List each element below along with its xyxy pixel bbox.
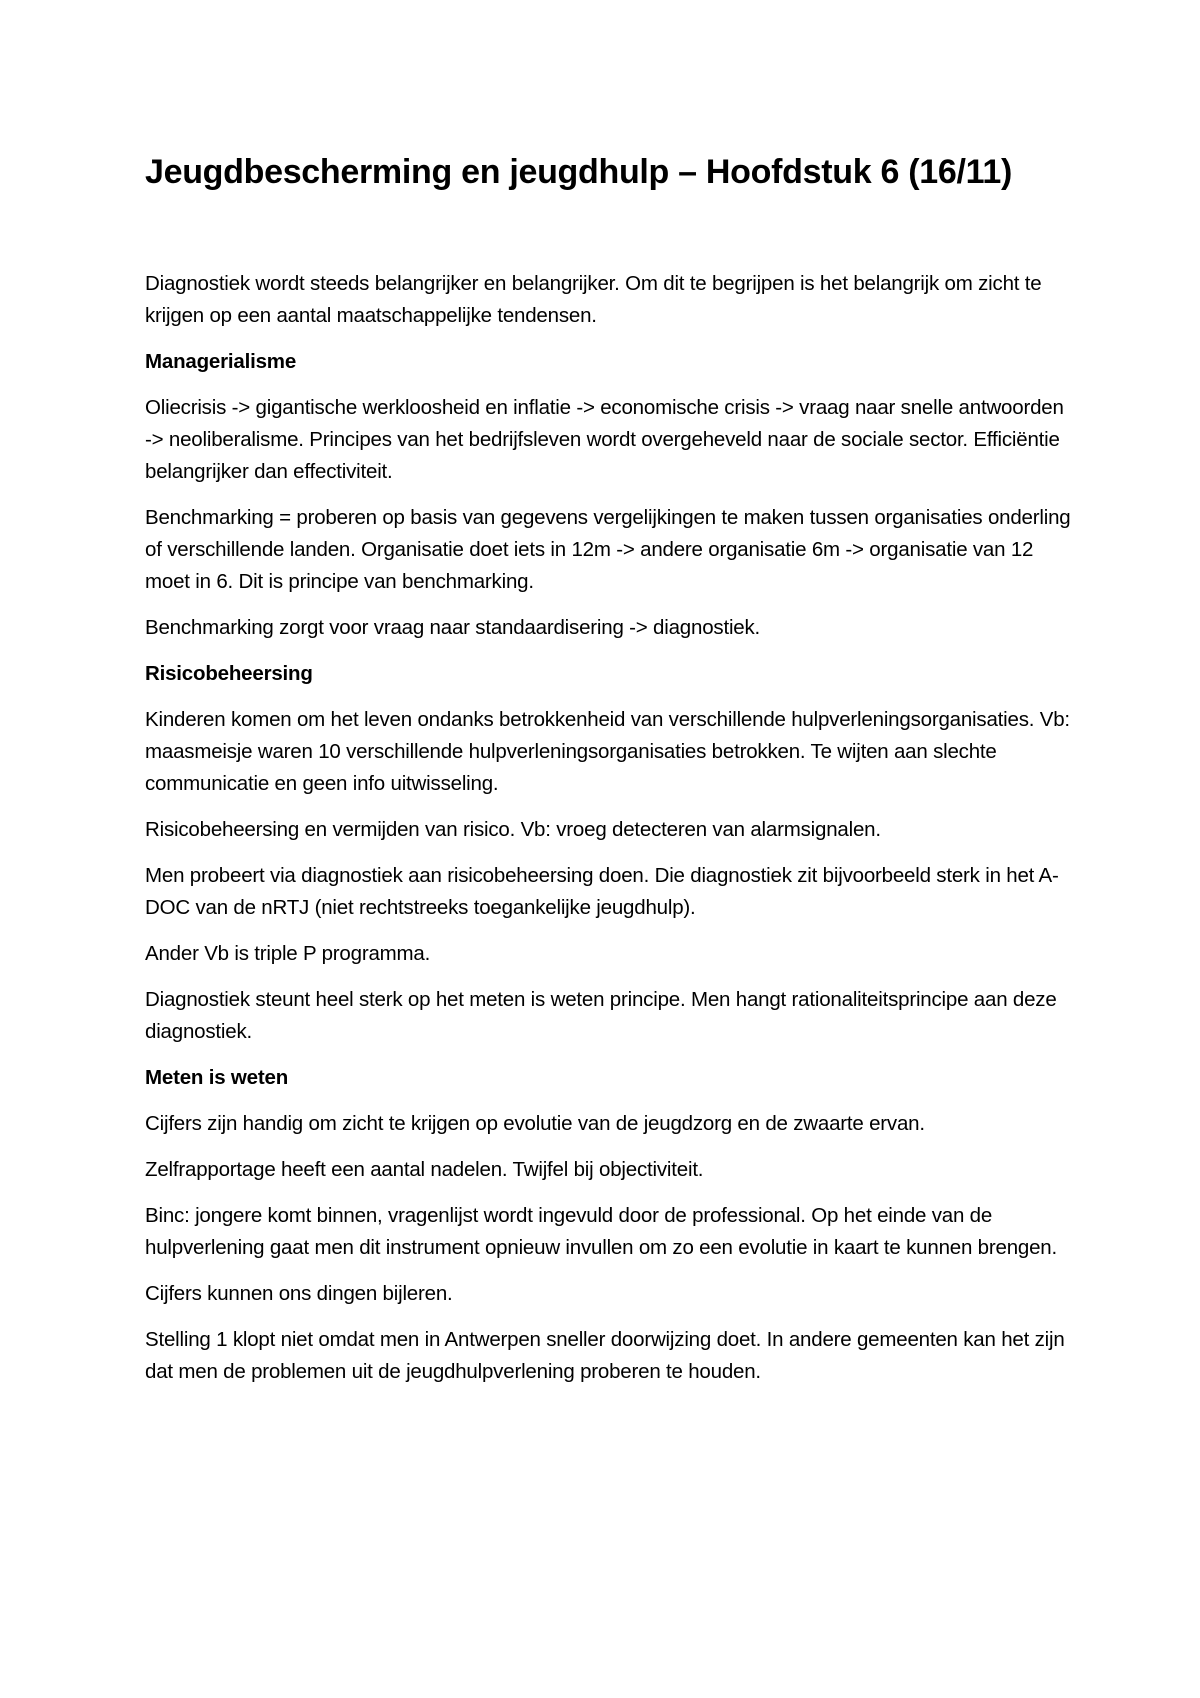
paragraph — [145, 502, 1075, 598]
paragraph — [145, 860, 1075, 924]
section-heading — [145, 658, 1075, 690]
paragraph-text: Kinderen komen om het leven ondanks betrokkenheid van verschillende hulpverleningsorganisaties. Vb: maasmeisje waren 10 verschillende hulpverleningsorganisaties betrokken. Te wijten aan slechte communicatie en geen info uitwisseling. — [145, 708, 1070, 795]
page-title: Jeugdbescherming en jeugdhulp – Hoofdstuk 6 (16/11) — [145, 153, 1012, 191]
paragraph — [145, 392, 1075, 488]
paragraph — [145, 704, 1075, 800]
section-heading-text: Meten is weten — [145, 1066, 289, 1089]
paragraph-text: Benchmarking = proberen op basis van gegevens vergelijkingen te maken tussen organisaties onderling of verschillende landen. Organisatie doet iets in 12m -> andere organisatie 6m -> organisatie van 12 moet in 6. Dit is principe van benchmarking. — [145, 506, 1071, 593]
paragraph-text: Zelfrapportage heeft een aantal nadelen. Twijfel bij objectiviteit. — [145, 1158, 704, 1181]
paragraph — [145, 984, 1075, 1048]
paragraph-text: Risicobeheersing en vermijden van risico. Vb: vroeg detecteren van alarmsignalen. — [145, 818, 881, 841]
section-heading-text: Managerialisme — [145, 350, 297, 373]
paragraph-text: Cijfers zijn handig om zicht te krijgen op evolutie van de jeugdzorg en de zwaarte ervan. — [145, 1112, 925, 1135]
paragraph — [145, 612, 1075, 644]
section-heading-text: Risicobeheersing — [145, 662, 313, 685]
paragraph-text: Ander Vb is triple P programma. — [145, 942, 431, 965]
paragraph-text: Men probeert via diagnostiek aan risicobeheersing doen. Die diagnostiek zit bijvoorbeeld sterk in het A-DOC van de nRTJ (niet rechtstreeks toegankelijke jeugdhulp). — [145, 864, 1059, 919]
paragraph-text: Oliecrisis -> gigantische werkloosheid en inflatie -> economische crisis -> vraag naar snelle antwoorden -> neoliberalisme. Principes van het bedrijfsleven wordt overgeheveld naar de sociale sector. Efficiëntie belangrijker dan effectiviteit. — [145, 396, 1064, 483]
paragraph — [145, 1200, 1075, 1264]
paragraph — [145, 938, 1075, 970]
paragraph — [145, 814, 1075, 846]
paragraph — [145, 1154, 1075, 1186]
paragraph — [145, 1324, 1075, 1388]
paragraph-text: Stelling 1 klopt niet omdat men in Antwerpen sneller doorwijzing doet. In andere gemeenten kan het zijn dat men de problemen uit de jeugdhulpverlening proberen te houden. — [145, 1328, 1065, 1383]
paragraph-text: Benchmarking zorgt voor vraag naar standaardisering -> diagnostiek. — [145, 616, 761, 639]
paragraph — [145, 1278, 1075, 1310]
document-page — [145, 150, 1075, 1402]
paragraph — [145, 1108, 1075, 1140]
paragraph-text: Binc: jongere komt binnen, vragenlijst wordt ingevuld door de professional. Op het einde van de hulpverlening gaat men dit instrument opnieuw invullen om zo een evolutie in kaart te kunnen brengen. — [145, 1204, 1057, 1259]
paragraph-text: Cijfers kunnen ons dingen bijleren. — [145, 1282, 453, 1305]
paragraph — [145, 268, 1075, 332]
paragraph-text: Diagnostiek wordt steeds belangrijker en belangrijker. Om dit te begrijpen is het belangrijk om zicht te krijgen op een aantal maatschappelijke tendensen. — [145, 272, 1042, 327]
section-heading — [145, 346, 1075, 378]
paragraph-text: Diagnostiek steunt heel sterk op het meten is weten principe. Men hangt rationaliteitsprincipe aan deze diagnostiek. — [145, 988, 1057, 1043]
section-heading — [145, 1062, 1075, 1094]
